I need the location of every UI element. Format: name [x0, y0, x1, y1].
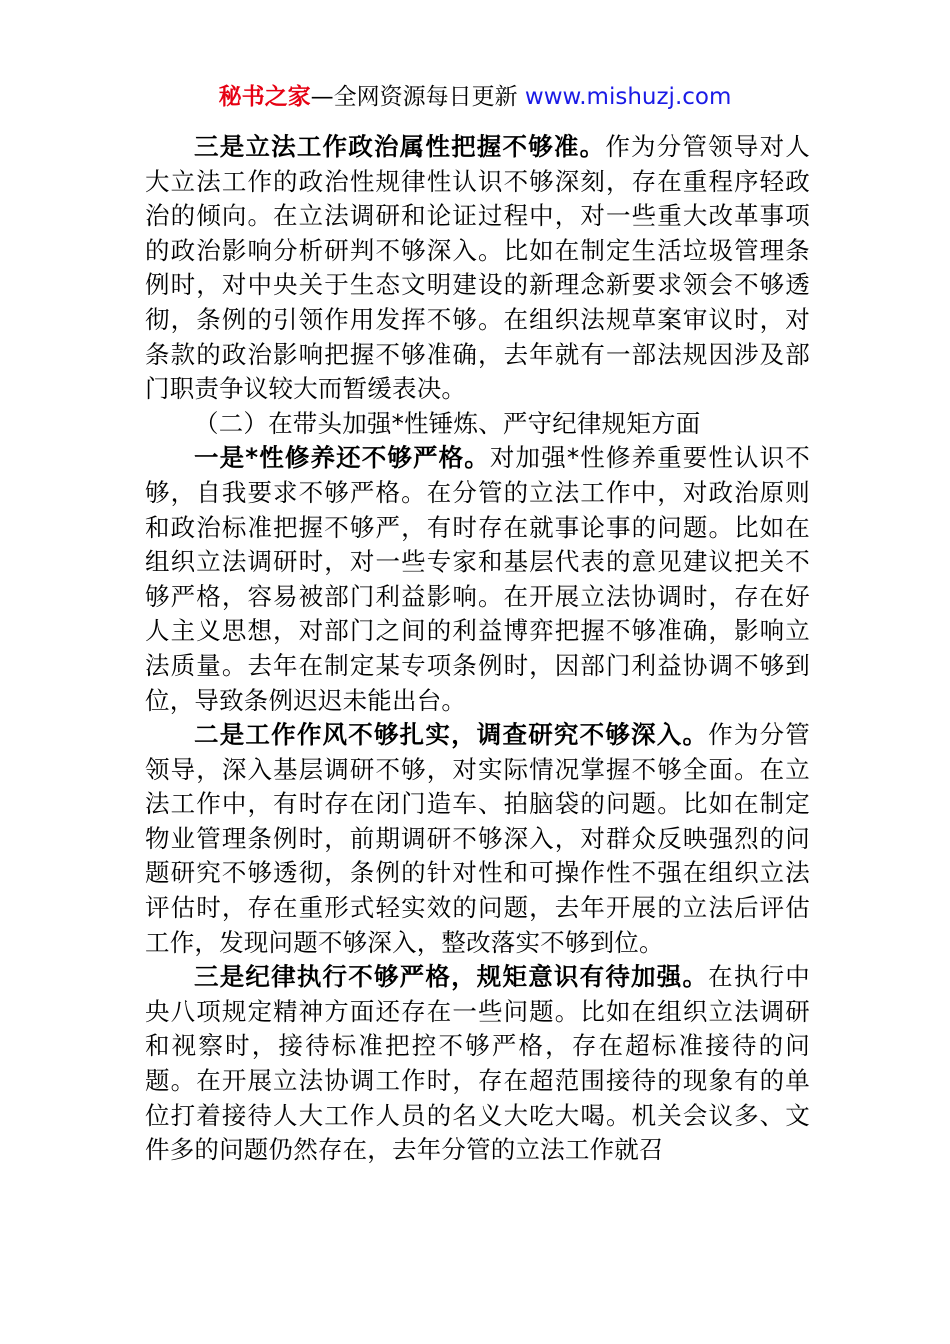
document-body — [145, 130, 810, 1168]
paragraph-lead: 三是纪律执行不够严格，规矩意识有待加强。 — [194, 962, 709, 992]
page-header — [0, 80, 950, 114]
paragraph-text: 在执行中央八项规定精神方面还存在一些问题。比如在组织立法调研和视察时，接待标准把控不够严格，存在超标准接待的问题。在开展立法协调工作时，存在超范围接待的现象有的单位打着接待人大工作人员的名义大吃大喝。机关会议多、文件多的问题仍然存在，去年分管的立法工作就召 — [145, 962, 810, 1165]
paragraph-text: 对加强*性修养重要性认识不够，自我要求不够严格。在分管的立法工作中，对政治原则和政治标准把握不够严，有时存在就事论事的问题。比如在组织立法调研时，对一些专家和基层代表的意见建议把关不够严格，容易被部门利益影响。在开展立法协调时，存在好人主义思想，对部门之间的利益博弈把握不够准确，影响立法质量。去年在制定某专项条例时，因部门利益协调不够到位，导致条例迟迟未能出台。 — [145, 443, 810, 715]
header-tagline: —全网资源每日更新 — [310, 84, 518, 110]
site-url: www.mishuzj.com — [524, 84, 732, 110]
brand-name: 秘书之家 — [218, 84, 311, 110]
paragraph-lead: 三是立法工作政治属性把握不够准。 — [194, 132, 606, 161]
paragraph-text: 作为分管领导，深入基层调研不够，对实际情况掌握不够全面。在立法工作中，有时存在闭门造车、拍脑袋的问题。比如在制定物业管理条例时，前期调研不够深入，对群众反映强烈的问题研究不够透彻，条例的针对性和可操作性不强在组织立法评估时，存在重形式轻实效的问题，去年开展的立法后评估工作，发现问题不够深入，整改落实不够到位。 — [145, 720, 810, 957]
paragraph-discipline — [145, 960, 810, 1168]
paragraph-work-style — [145, 718, 810, 960]
paragraph-lead: 二是工作作风不够扎实，调查研究不够深入。 — [194, 720, 709, 750]
section-heading-text: （二）在带头加强*性锤炼、严守纪律规矩方面 — [194, 408, 701, 438]
section-heading — [145, 407, 810, 442]
paragraph-lead: 一是*性修养还不够严格。 — [194, 443, 490, 473]
paragraph-text: 作为分管领导对人大立法工作的政治性规律性认识不够深刻，存在重程序轻政治的倾向。在立法调研和论证过程中，对一些重大改革事项的政治影响分析研判不够深入。比如在制定生活垃圾管理条例时，对中央关于生态文明建设的新理念新要求领会不够透彻，条例的引领作用发挥不够。在组织法规草案审议时，对条款的政治影响把握不够准确，去年就有一部法规因涉及部门职责争议较大而暂缓表决。 — [145, 132, 810, 404]
paragraph-party-cultivation — [145, 441, 810, 718]
paragraph-political-attribute — [145, 130, 810, 407]
